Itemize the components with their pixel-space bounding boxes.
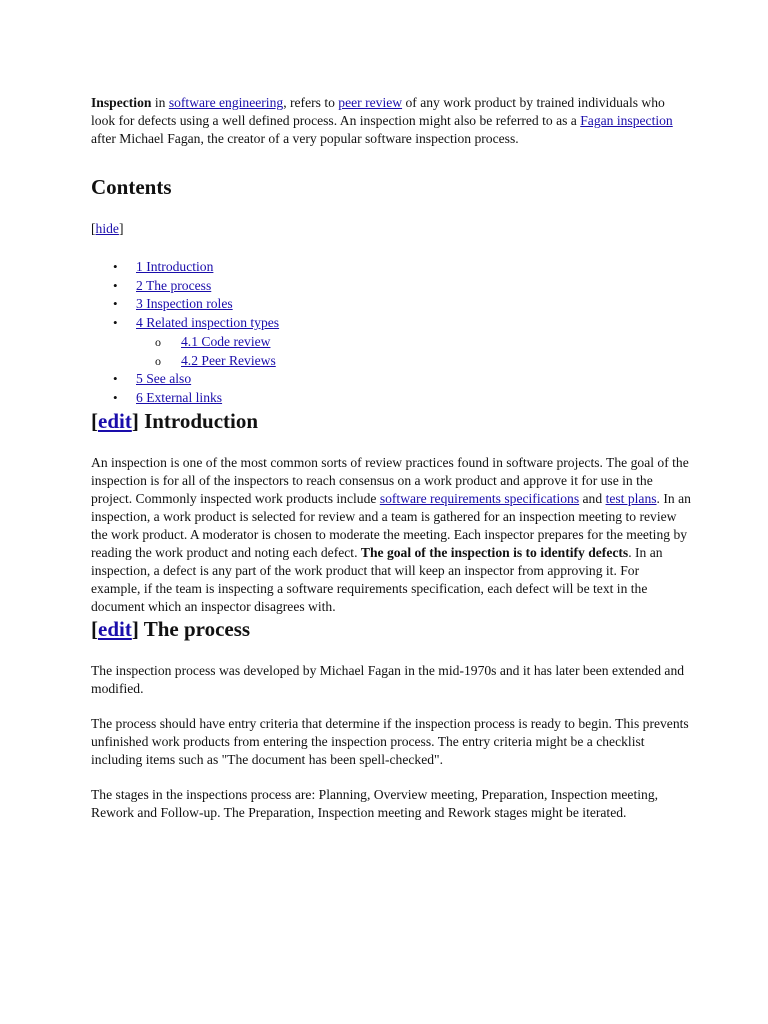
edit-the-process-link[interactable]: edit [98, 616, 132, 641]
toc-subitem [155, 352, 691, 371]
intro-body-text-3: . In an inspection, a work product is selected for review and a team is gathered for an inspection meeting to review the work product. A moderator is chosen to moderate the meeting. Each inspector prepares for the meeting by reading the work product and noting each defect. [91, 490, 691, 560]
edit-bracket-open: [ [91, 408, 98, 433]
edit-bracket-open: [ [91, 616, 98, 641]
toc-link-peer-reviews[interactable]: 4.2 Peer Reviews [181, 352, 276, 368]
toc-toggle [91, 220, 691, 238]
bullet-icon: • [113, 296, 118, 312]
contents-heading: Contents [91, 175, 172, 199]
intro-text-4: after Michael Fagan, the creator of a very popular software inspection process. [91, 131, 519, 146]
section-heading-the-process [91, 616, 691, 642]
toc-item [113, 389, 691, 408]
link-fagan-inspection[interactable]: Fagan inspection [580, 113, 673, 128]
toc-list [91, 258, 691, 408]
section-title-the-process: The process [138, 616, 251, 641]
toc-subitem [155, 333, 691, 352]
toc-item [113, 370, 691, 389]
process-paragraph-2: The process should have entry criteria that determine if the inspection process is ready to begin. This prevents unfinished work products from entering the inspection process. The entry criteria might be a checklist including items such as "The document has been spell-checked". [91, 715, 689, 767]
intro-body-text-1: An inspection is one of the most common sorts of review practices found in software projects. The goal of the inspection is for all of the inspectors to reach consensus on a work product and approve it for use in the project. Commonly inspected work products include [91, 454, 689, 506]
intro-text-3: of any work product by trained individuals who look for defects using a well defined process. An inspection might also be referred to as a [91, 95, 665, 128]
bullet-icon: • [113, 389, 118, 405]
toc-link-the-process[interactable]: 2 The process [136, 277, 212, 293]
intro-text-1: in [151, 95, 169, 110]
section-title-introduction: Introduction [138, 408, 259, 433]
toc-item [113, 295, 691, 314]
intro-body-text-4: . In an inspection, a defect is any part of the work product that will keep an inspector from approving it. For example, if the team is inspecting a software requirements specification, each defect will be text in the document which an inspector disagrees with. [91, 544, 663, 614]
introduction-paragraph [91, 454, 691, 616]
process-paragraph-3: The stages in the inspections process are: Planning, Overview meeting, Preparation, Inspection meeting, Rework and Follow-up. The Preparation, Inspection meeting and Rework stages might be iterated. [91, 786, 659, 820]
link-software-requirements-specifications[interactable]: software requirements specifications [379, 490, 580, 506]
toc-link-related-inspection-types[interactable]: 4 Related inspection types [136, 315, 280, 331]
intro-body-text-2: and [579, 490, 606, 506]
intro-paragraph [91, 94, 691, 148]
section-heading-introduction [91, 408, 691, 434]
toc-bracket-close: ] [118, 221, 124, 236]
toc-sublist [136, 333, 691, 370]
toc-link-introduction[interactable]: 1 Introduction [136, 259, 214, 274]
bullet-icon: • [113, 315, 118, 331]
article-body [91, 94, 691, 822]
toc-bracket-open: [ [91, 221, 96, 236]
intro-text-2: , refers to [283, 95, 339, 110]
bullet-icon: • [113, 277, 118, 293]
toc-link-external-links[interactable]: 6 External links [136, 389, 223, 405]
toc-link-code-review[interactable]: 4.1 Code review [181, 333, 271, 349]
edit-bracket-close: ] [131, 408, 139, 433]
process-paragraph-1: The inspection process was developed by Michael Fagan in the mid-1970s and it has later been extended and modified. [91, 662, 685, 696]
edit-bracket-close: ] [131, 616, 139, 641]
link-software-engineering[interactable]: software engineering [168, 95, 284, 110]
intro-body-bold-goal: The goal of the inspection is to identify defects [360, 544, 629, 560]
toc-item [113, 314, 691, 370]
toc-item [113, 258, 691, 277]
edit-introduction-link[interactable]: edit [98, 408, 132, 433]
circle-bullet-icon: o [155, 334, 161, 349]
link-test-plans[interactable]: test plans [605, 490, 657, 506]
toc-link-inspection-roles[interactable]: 3 Inspection roles [136, 296, 233, 312]
intro-bold-term: Inspection [91, 95, 152, 110]
toc-item [113, 277, 691, 296]
hide-toc-link[interactable]: hide [95, 221, 119, 236]
bullet-icon: • [113, 371, 118, 387]
link-peer-review[interactable]: peer review [338, 95, 403, 110]
bullet-icon: • [113, 259, 118, 274]
circle-bullet-icon: o [155, 353, 161, 368]
toc-link-see-also[interactable]: 5 See also [136, 371, 192, 387]
